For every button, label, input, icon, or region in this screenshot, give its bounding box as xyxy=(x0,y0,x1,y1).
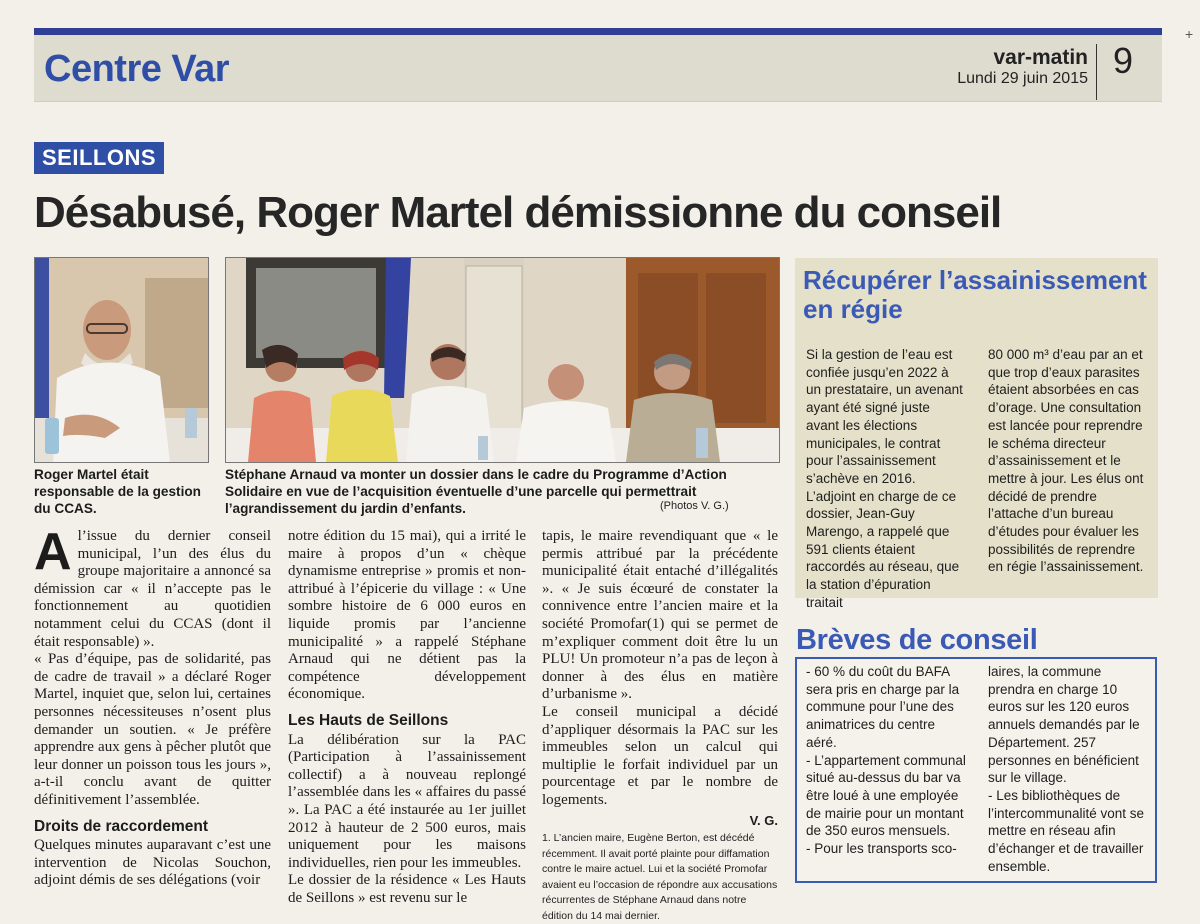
article-paragraph: l’issue du dernier conseil municipal, l’un des élus du groupe majoritaire a annoncé sa démission car « il n’accepte pas le fonctionnement au quotidien notamment celui du CCAS (dont il était responsable) ». xyxy=(34,528,271,650)
briefs-column xyxy=(806,663,966,858)
photo-council-meeting xyxy=(225,257,780,463)
photo-roger-martel xyxy=(34,257,209,463)
sidebar-text-column: 80 000 m³ d’eau par an et que trop d’eaux parasites étaient absorbées en cas d’orage. Une consultation est lancée pour reprendre le schéma directeur d’assainissement et le mettre à jour. Les élus ont décidé de prendre l’attache d’un bureau d’études pour évaluer les possibilités de reprendre en régie l’assainissement. xyxy=(988,347,1144,575)
article-column xyxy=(34,523,271,890)
article-paragraph: Le conseil municipal a décidé d’appliquer désormais la PAC sur les immeubles selon un calcul qui multiplie le forfait individuel par un pourcentage et par le nombre de logements. xyxy=(542,703,778,808)
photo-caption-left: Roger Martel était responsable de la gestion du CCAS. xyxy=(34,467,201,516)
issue-date: Lundi 29 juin 2015 xyxy=(957,70,1088,87)
photo-caption-right: Stéphane Arnaud va monter un dossier dans le cadre du Programme d’Action Solidaire en vue de l’acquisition éventuelle d’une parcelle qui permettrait l’agrandissement du jardin d’enfants. xyxy=(225,467,727,516)
article-paragraph: Quelques minutes auparavant c’est une intervention de Nicolas Souchon, adjoint démis de ses délégations (voir xyxy=(34,837,271,889)
author-signature: V. G. xyxy=(749,812,778,828)
section-title: Centre Var xyxy=(44,48,230,90)
brief-item: laires, la commune prendra en charge 10 euros sur les 120 euros annuels demandés par le Département. 257 personnes en bénéficient sur le village. xyxy=(988,664,1140,786)
article-column xyxy=(288,528,526,907)
photo-illustration xyxy=(226,258,779,462)
photo-illustration xyxy=(35,258,208,462)
photo-credit: (Photos V. G.) xyxy=(660,500,729,512)
crop-mark: + xyxy=(1185,26,1194,42)
article-headline: Désabusé, Roger Martel démissionne du conseil xyxy=(34,188,1002,237)
article-subhead: Les Hauts de Seillons xyxy=(288,711,449,729)
masthead-rule xyxy=(34,28,1162,35)
page-number: 9 xyxy=(1113,40,1134,81)
drop-cap: A xyxy=(34,523,72,581)
article-paragraph: notre édition du 15 mai), qui a irrité le maire à propos d’un « chèque dynamisme entreprise » promis et non-attribué à l’épicerie du village : « Une sombre histoire de 6 000 euros en liquide promis par l’ancienne municipalité » a rappelé Stéphane Arnaud qui ne détient pas la compétence développement économique. xyxy=(288,528,526,703)
location-kicker: SEILLONS xyxy=(34,142,164,174)
briefs-title: Brèves de conseil xyxy=(796,624,1038,656)
brief-item: - Pour les transports sco- xyxy=(806,841,957,857)
article-paragraph: « Pas d’équipe, pas de solidarité, pas de cadre de travail » a déclaré Roger Martel, inquiet que, selon lui, certaines personnes nécessiteuses n’osent plus demander un soutien. « Je préfère apprendre aux gens à pêcher plutôt que leur donner un poisson tous les jours », a-t-il conclu avant de quitter définitivement l’assemblée. xyxy=(34,651,271,808)
briefs-column xyxy=(988,663,1150,875)
newspaper-name: var-matin xyxy=(993,46,1088,69)
brief-item: - 60 % du coût du BAFA sera pris en charge par la commune pour l’une des animatrices du centre aéré. xyxy=(806,664,960,750)
brief-item: - Les bibliothèques de l’intercommunalité vont se mettre en réseau afin d’échanger et de travailler ensemble. xyxy=(988,787,1145,874)
sidebar-text-column: Si la gestion de l’eau est confiée jusqu’en 2022 à un prestataire, un avenant ayant été signé juste avant les élections municipales, le contrat pour l’assainissement s’achève en 2016. L’adjoint en charge de ce dossier, Jean-Guy Marengo, a rappelé que 591 clients étaient raccordés au réseau, que la station d’épuration traitait xyxy=(806,347,963,610)
article-column xyxy=(542,528,778,924)
brief-item: - L’appartement communal situé au-dessus du bar va être loué à une employée de mairie pour un montant de 350 euros mensuels. xyxy=(806,752,966,839)
sidebar-title: Récupérer l’assainissement en régie xyxy=(803,265,1147,324)
article-paragraph: La délibération sur la PAC (Participation à l’assainissement collectif) a à nouveau replongé l’assemblée dans les « affaires du passé ». La PAC a été instaurée au 1er juillet 2012 à hauteur de 2 500 euros, mais uniquement pour les maisons individuelles, rien pour les immeubles. xyxy=(288,731,526,871)
article-paragraph: Le dossier de la résidence « Les Hauts de Seillons » est revenu sur le xyxy=(288,872,526,906)
masthead-divider xyxy=(1096,44,1097,100)
article-subhead: Droits de raccordement xyxy=(34,817,208,835)
article-paragraph: tapis, le maire revendiquant que « le permis attribué par la précédente municipalité était entaché d’illégalités ». « Je suis écœuré de constater la connivence entre l’ancien maire et la société Promofar(1) qui se permet de m’expliquer comment doit être lu un PLU! Un promoteur n’a pas de leçon à donner à des élus en matière d’urbanisme ». xyxy=(542,528,778,703)
article-footnote: 1. L’ancien maire, Eugène Berton, est décédé récemment. Il avait porté plainte pour diffamation contre le maire actuel. Lui et la société Promofar avaient eu l’occasion de répondre aux accusations récurrentes de Stéphane Arnaud dans notre édition du 14 mai dernier. xyxy=(542,832,778,922)
